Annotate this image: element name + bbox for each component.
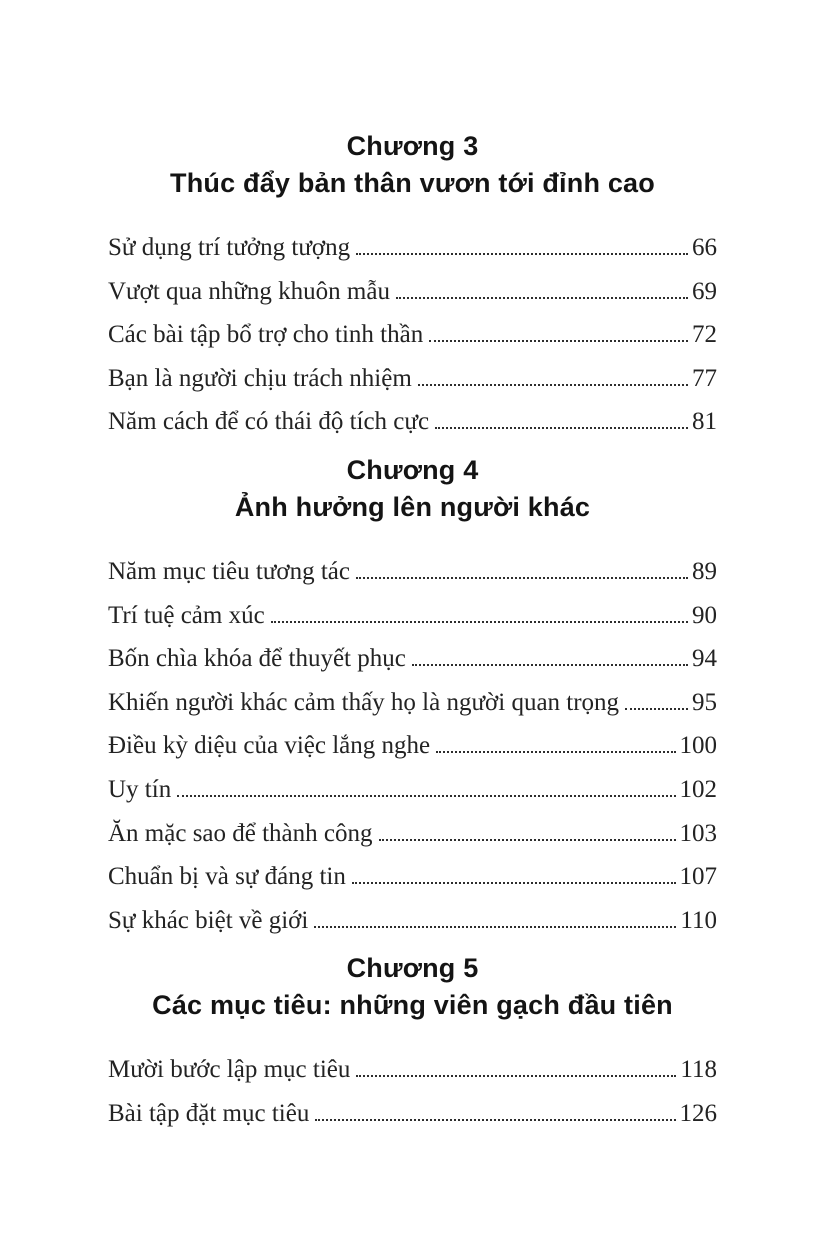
toc-entry-page: 110 — [680, 906, 717, 934]
dot-leader — [435, 427, 688, 429]
toc-entry-page: 107 — [679, 863, 717, 891]
dot-leader — [412, 664, 688, 666]
toc-entry-title: Vượt qua những khuôn mẫu — [108, 277, 390, 305]
toc-entry — [108, 226, 717, 270]
chapter-entries — [108, 1048, 717, 1135]
dot-leader — [429, 340, 688, 342]
dot-leader — [396, 297, 688, 299]
dot-leader — [352, 882, 676, 884]
dot-leader — [271, 621, 688, 623]
chapter-label: Chương 4 — [346, 454, 479, 485]
chapter-section-5 — [108, 952, 717, 1135]
toc-entry-page: 66 — [692, 234, 717, 261]
toc-entry-title: Bạn là người chịu trách nhiệm — [108, 364, 412, 392]
chapter-label: Chương 3 — [346, 131, 479, 161]
toc-entry — [108, 812, 717, 856]
chapter-title: Thúc đẩy bản thân vươn tới đỉnh cao — [170, 168, 655, 198]
dot-leader — [436, 751, 675, 753]
toc-entry-title: Sự khác biệt về giới — [108, 906, 309, 934]
toc-entry-title: Khiến người khác cảm thấy họ là người quan trọng — [108, 688, 620, 716]
toc-entry-title: Các bài tập bổ trợ cho tinh thần — [108, 321, 424, 349]
dot-leader — [314, 926, 676, 928]
chapter-title: Các mục tiêu: những viên gạch đầu tiên — [152, 990, 673, 1021]
toc-entry-page: 126 — [679, 1099, 717, 1127]
toc-entry — [108, 855, 717, 899]
toc-entry-page: 72 — [692, 321, 717, 349]
toc-entry-page: 118 — [680, 1056, 717, 1084]
chapter-entries — [108, 550, 717, 942]
toc-entry — [108, 270, 717, 314]
toc-entry — [108, 550, 717, 594]
toc-entry — [108, 357, 717, 401]
toc-entry-title: Điều kỳ diệu của việc lắng nghe — [108, 732, 431, 760]
dot-leader — [177, 795, 675, 797]
toc-entry — [108, 594, 717, 638]
toc-entry-title: Năm mục tiêu tương tác — [108, 557, 350, 585]
chapter-title: Ảnh hưởng lên người khác — [234, 491, 591, 522]
toc-entry-page: 89 — [692, 557, 717, 585]
dot-leader — [356, 577, 688, 579]
toc-entry — [108, 400, 717, 444]
toc-entry-title: Trí tuệ cảm xúc — [108, 601, 265, 629]
dot-leader — [379, 839, 676, 841]
toc-entry-title: Mười bước lập mục tiêu — [108, 1056, 351, 1084]
toc-entry-page: 102 — [679, 775, 717, 803]
toc-entry — [108, 899, 717, 943]
toc-entry — [108, 1092, 717, 1136]
toc-entry-title: Năm cách để có thái độ tích cực — [108, 408, 430, 436]
toc-entry — [108, 313, 717, 357]
toc-entry — [108, 724, 717, 768]
chapter-section-3 — [108, 130, 717, 444]
toc-entry-page: 69 — [692, 277, 717, 305]
chapter-entries — [108, 226, 717, 444]
toc-entry-page: 90 — [692, 601, 717, 629]
toc-entry — [108, 681, 717, 725]
toc-entry-title: Bốn chìa khóa để thuyết phục — [108, 645, 406, 673]
dot-leader — [418, 384, 688, 386]
toc-entry-title: Ăn mặc sao để thành công — [108, 819, 373, 847]
toc-entry-page: 95 — [692, 688, 717, 716]
toc-entry-page: 81 — [692, 408, 717, 436]
toc-entry-title: Chuẩn bị và sự đáng tin — [108, 863, 346, 891]
dot-leader — [356, 253, 688, 255]
toc-entry-title: Uy tín — [108, 775, 172, 803]
toc-entry-page: 77 — [692, 364, 717, 392]
dot-leader — [625, 708, 688, 710]
chapter-label: Chương 5 — [346, 953, 479, 984]
toc-entry — [108, 768, 717, 812]
toc-entry-page: 94 — [692, 645, 717, 673]
toc-entry — [108, 637, 717, 681]
toc-entry-page: 103 — [679, 819, 717, 847]
chapter-section-4 — [108, 454, 717, 942]
toc-entry-title: Sử dụng trí tưởng tượng — [108, 234, 351, 261]
dot-leader — [356, 1075, 676, 1077]
dot-leader — [315, 1119, 675, 1121]
toc-entry-page: 100 — [679, 732, 717, 760]
toc-entry — [108, 1048, 717, 1092]
toc-entry-title: Bài tập đặt mục tiêu — [108, 1099, 310, 1127]
